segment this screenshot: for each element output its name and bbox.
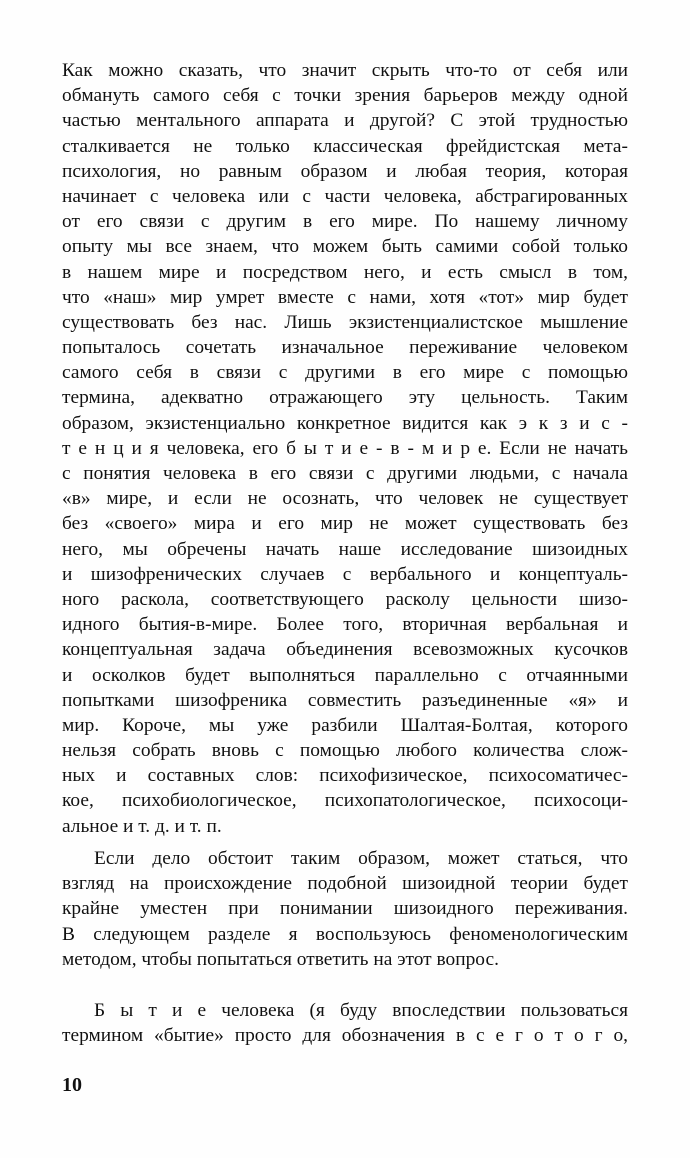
text-line: с понятия человека в его связи с другими людьми, с начала: [62, 463, 628, 484]
text-line: психология, но равным образом и любая теория, которая: [62, 160, 628, 182]
text-line: альное и т. д. и т. п.: [62, 815, 222, 837]
text-line: кое, психобиологическое, психопатологическое, психосоци-: [62, 790, 628, 812]
text-line: т е н ц и я человека, его б ы т и е - в - м и р е. Если не начать: [62, 437, 628, 459]
text-line: обмануть самого себя с точки зрения барьеров между одной: [62, 85, 628, 107]
text-line: образом, экзистенциально конкретное видится как э к з и с -: [62, 412, 628, 434]
text-line: существовать без нас. Лишь экзистенциалистское мышление: [62, 311, 628, 333]
text-line: крайне уместен при понимании шизоидного переживания.: [62, 898, 628, 920]
text-line: ных и составных слов: психофизическое, психосоматичес-: [62, 765, 628, 787]
text-line: него, мы обречены начать наше исследование шизоидных: [62, 538, 628, 560]
paragraph-2: [62, 846, 628, 972]
text-line: термином «бытие» просто для обозначения в с е г о т о г о,: [62, 1025, 628, 1047]
text-line: самого себя в связи с другими в его мире с помощью: [62, 362, 628, 384]
text-line: и шизофренических случаев с вербального и концептуаль-: [62, 563, 628, 585]
text-line: частью ментального аппарата и другой? С этой трудностью: [62, 110, 628, 132]
page-number: 10: [62, 1074, 82, 1096]
text-line: опыту мы все знаем, что можем быть самими собой только: [62, 236, 628, 258]
text-line: Как можно сказать, что значит скрыть что-то от себя или: [62, 60, 628, 81]
text-line: попытками шизофреника совместить разъединенные «я» и: [62, 689, 628, 711]
text-line: идного бытия-в-мире. Более того, вторичная вербальная и: [62, 614, 628, 636]
text-line: «в» мире, и если не осознать, что человек не существует: [62, 488, 628, 510]
text-line: концептуальная задача объединения всевозможных кусочков: [62, 639, 628, 661]
text-line: ного раскола, соответствующего расколу цельности шизо-: [62, 588, 628, 610]
text-line: В следующем разделе я воспользуюсь феноменологическим: [62, 923, 628, 945]
paragraph-1: [62, 58, 628, 839]
text-line: без «своего» мира и его мир не может существовать без: [62, 513, 628, 535]
text-line: что «наш» мир умрет вместе с нами, хотя «тот» мир будет: [62, 286, 628, 308]
text-line: нельзя собрать вновь с помощью любого количества слож-: [62, 740, 628, 762]
text-line: термина, адекватно отражающего эту цельность. Таким: [62, 387, 628, 409]
paragraph-3: [62, 998, 628, 1048]
text-line: Б ы т и е человека (я буду впоследствии пользоваться: [94, 1000, 628, 1021]
text-line: в нашем мире и посредством него, и есть смысл в том,: [62, 261, 628, 283]
text-line: методом, чтобы попытаться ответить на этот вопрос.: [62, 948, 499, 970]
text-line: Если дело обстоит таким образом, может статься, что: [94, 848, 628, 869]
text-line: и осколков будет выполняться параллельно с отчаянными: [62, 664, 628, 686]
text-line: начинает с человека или с части человека, абстрагированных: [62, 185, 628, 207]
text-line: мир. Короче, мы уже разбили Шалтая-Болтая, которого: [62, 714, 628, 736]
text-line: сталкивается не только классическая фрейдистская мета-: [62, 135, 628, 157]
text-line: взгляд на происхождение подобной шизоидной теории будет: [62, 873, 628, 895]
text-line: попыталось сочетать изначальное переживание человеком: [62, 337, 628, 359]
text-line: от его связи с другим в его мире. По нашему личному: [62, 211, 628, 233]
